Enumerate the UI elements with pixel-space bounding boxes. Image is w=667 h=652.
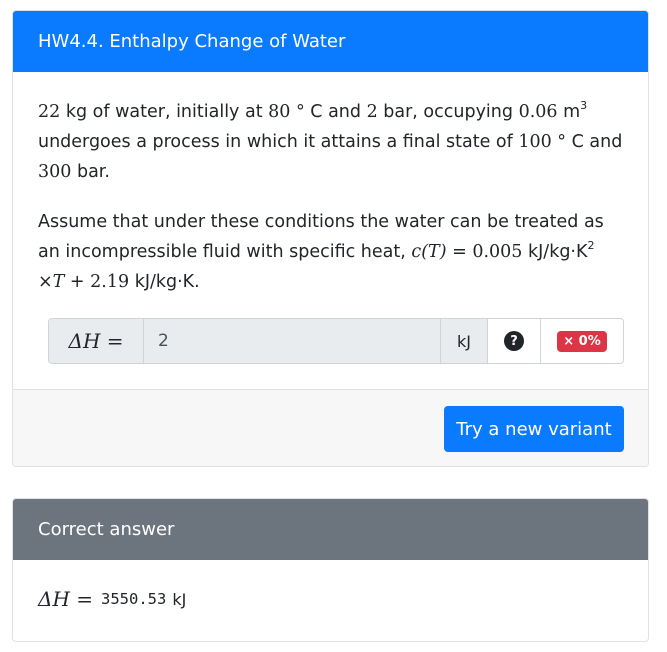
help-button[interactable]	[487, 319, 540, 363]
answer-label: ΔH =	[38, 587, 93, 611]
question-footer	[13, 389, 648, 466]
question-paragraph-1: 22 kg of water, initially at 80 ° C and 2 bar, occupying 0.06 $m^3$ undergoes a process in which it attains a final state of 100 ° C and 300 bar.	[38, 99, 623, 182]
question-paragraph-2: Assume that under these conditions the water can be treated as an incompressible fluid with specific heat, c(T) = 0.005 $kJ/kg\cdot K^2 \times T + 2.19$ kJ/kg·K.	[38, 212, 604, 292]
question-card	[12, 10, 649, 467]
answer-card	[12, 498, 649, 642]
answer-input[interactable]	[144, 319, 440, 363]
question-body	[38, 97, 623, 317]
answer-title: Correct answer	[13, 499, 648, 560]
input-label: ΔH =	[49, 319, 144, 363]
answer-unit: kJ	[172, 589, 187, 609]
answer-input-group	[48, 318, 624, 364]
input-unit: kJ	[440, 319, 487, 363]
correct-answer	[38, 587, 186, 611]
score-badge: × 0%	[557, 331, 607, 352]
question-title: HW4.4. Enthalpy Change of Water	[13, 11, 648, 72]
answer-value: 3550.53	[101, 590, 167, 608]
question-circle-icon[interactable]: ?	[504, 331, 524, 351]
score-cell	[540, 319, 623, 363]
try-new-variant-button[interactable]: Try a new variant	[444, 406, 624, 452]
